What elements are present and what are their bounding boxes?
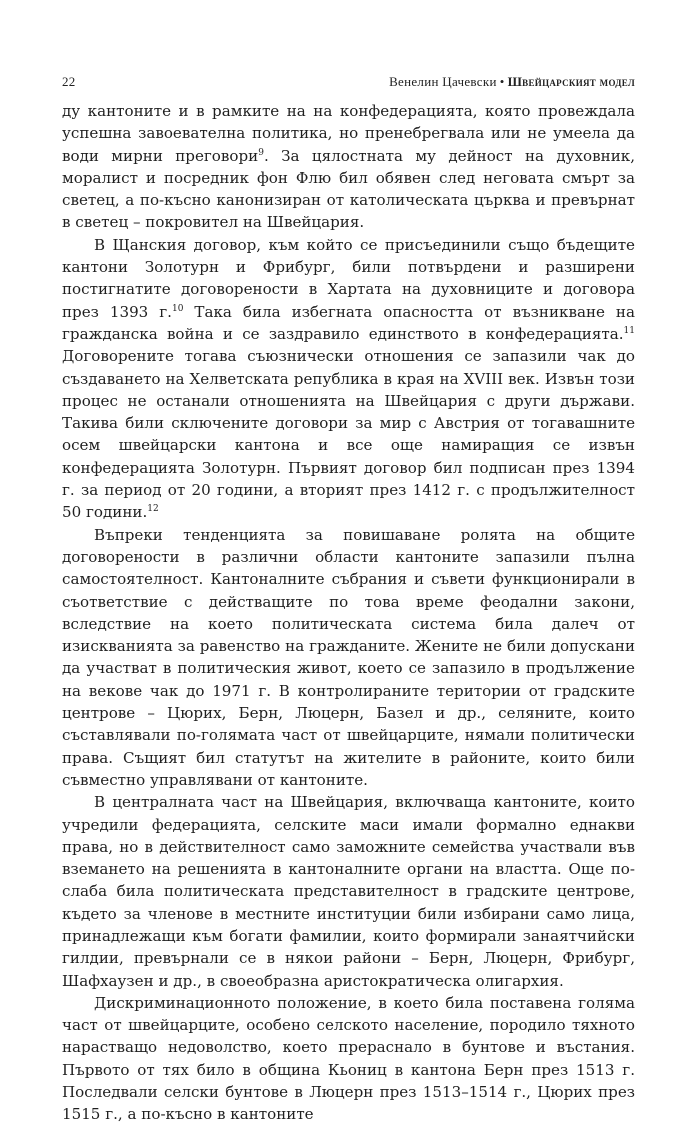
running-header (62, 74, 635, 94)
page-number: 22 (62, 74, 76, 89)
header-right (389, 74, 635, 90)
paragraph-text: Въпреки тенденцията за повишаване ролята на общите договорености в различни области кантоните запазили пълна самостоятелност. Кантоналните събрания и съвети функционирали в съответствие с действащите по това време феодални закони, вследствие на което политическата система била далеч от изискванията за равенство на гражданите. Жените не били допускани да участват в политическия живот, което се запазило в продължение на векове чак до 1971 г. В контролираните територии от градските центрове – Цюрих, Берн, Люцерн, Базел и др., селяните, които съставлявали по-голямата част от швейцарците, нямали политически права. Същият бил статутът на жителите в районите, които били съвместно управлявани от кантоните. (62, 525, 635, 789)
paragraph-5 (62, 992, 635, 1126)
paragraph-text: В централната част на Швейцария, включваща кантоните, които учредили федерацията, селските маси имали формално еднакви права, но в действителност само заможните семейства участвали във вземането на решенията в кантоналните органи на властта. Още по-слаба била политическата представителност в градските центрове, където за членове в местните институции били избирани само лица, принадлежащи към богати фамилии, които формирали занаятчийски гилдии, превърнали се в някои райони – Берн, Люцерн, Фрибург, Шафхаузен и др., в своеобразна аристократическа олигархия. (62, 793, 635, 990)
paragraph-text: Така била избегната опасността от възникване на гражданска война и се заздравило единството в конфедерацията. (62, 302, 635, 343)
body-text (62, 100, 635, 1126)
footnote-ref: 12 (147, 504, 159, 515)
paragraph-2 (62, 234, 635, 524)
paragraph-text: В Щанския договор, към който се присъединили също бъдещите кантони Золотурн и Фрибург, били потвърдени и разширени постигнатите договорености в Хартата на духовниците и договора през 1393 г. (62, 235, 635, 321)
paragraph-text: Договорените тогава съюзнически отношения се запазили чак до създаването на Хелветската република в края на XVIII век. Извън този процес не останали отношенията на Швейцария с други държави. Такива били сключените договори за мир с Австрия от тогавашните осем швейцарски кантона и все още намиращия се извън конфедерацията Золотурн. Първият договор бил подписан през 1394 г. за период от 20 години, а вторият през 1412 г. с продължителност 50 години. (62, 347, 635, 522)
paragraph-3 (62, 524, 635, 792)
paragraph-1 (62, 100, 635, 234)
paragraph-text: Дискриминационното положение, в което била поставена голяма част от швейцарците, особено селското население, породило тяхното нарастващо недоволство, което прераснало в бунтове и въстания. Първото от тях било в община Кьониц в кантона Берн през 1513 г. Последвали селски бунтове в Люцерн през 1513–1514 г., Цюрих през 1515 г., а по-късно в кантоните (62, 993, 635, 1124)
footnote-ref: 9 (258, 147, 264, 158)
header-book-title: Швейцарският модел (507, 74, 635, 89)
header-separator: • (499, 74, 505, 89)
paragraph-text: ду кантоните и в рамките на на конфедерацията, която провеждала успешна завоевателна политика, но пренебрегвала или не умеела да води мирни преговори (62, 102, 635, 165)
header-author: Венелин Цачевски (389, 74, 497, 89)
footnote-ref: 11 (623, 325, 635, 336)
footnote-ref: 10 (171, 303, 184, 314)
paragraph-4 (62, 791, 635, 992)
paragraph-text: . За цялостната му дейност на духовник, моралист и посредник фон Флю бил обявен след неговата смърт за светец, а по-късно канонизиран от католическата църква и превърнат в светец – покровител на Швейцария. (62, 146, 635, 232)
